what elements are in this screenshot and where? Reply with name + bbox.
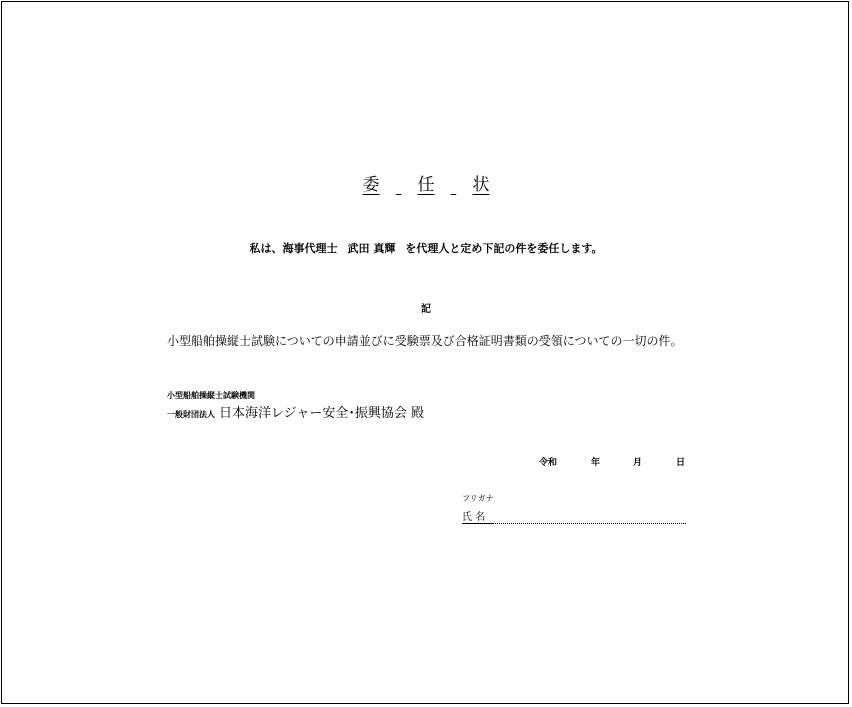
furigana-label: フリガナ bbox=[462, 494, 494, 503]
document-title bbox=[0, 174, 852, 196]
date-year: 年 bbox=[591, 458, 601, 468]
date-day: 日 bbox=[676, 458, 686, 468]
name-label-underline bbox=[462, 523, 494, 524]
title-char-1: 委 bbox=[362, 175, 380, 195]
name-signature-line bbox=[462, 523, 686, 524]
statement-part-1: 私は、海事代理士 bbox=[249, 242, 338, 255]
name-label: 氏 名 bbox=[462, 512, 486, 523]
delegation-statement bbox=[0, 241, 852, 257]
title-char-2: 任 bbox=[417, 175, 435, 195]
document-border bbox=[1, 1, 849, 704]
statement-part-2: を代理人と定め下記の件を委任します。 bbox=[405, 242, 603, 255]
delegated-matter: 小型船舶操縦士試験についての申請並びに受験票及び合格証明書類の受領についての一切の件。 bbox=[167, 334, 683, 348]
title-char-3: 状 bbox=[472, 175, 490, 195]
title-gap bbox=[435, 174, 473, 196]
date-era: 令和 bbox=[539, 458, 558, 468]
org-prefix: 一般財団法人 bbox=[167, 410, 215, 419]
agent-name: 武田 真輝 bbox=[347, 242, 396, 255]
date-month: 月 bbox=[633, 458, 643, 468]
exam-body-label: 小型船舶操縦士試験機関 bbox=[167, 391, 255, 400]
recipient-organization bbox=[167, 403, 424, 424]
ki-label: 記 bbox=[421, 304, 431, 315]
org-name: 日本海洋レジャー安全･振興協会 殿 bbox=[219, 406, 425, 421]
title-gap bbox=[380, 174, 418, 196]
